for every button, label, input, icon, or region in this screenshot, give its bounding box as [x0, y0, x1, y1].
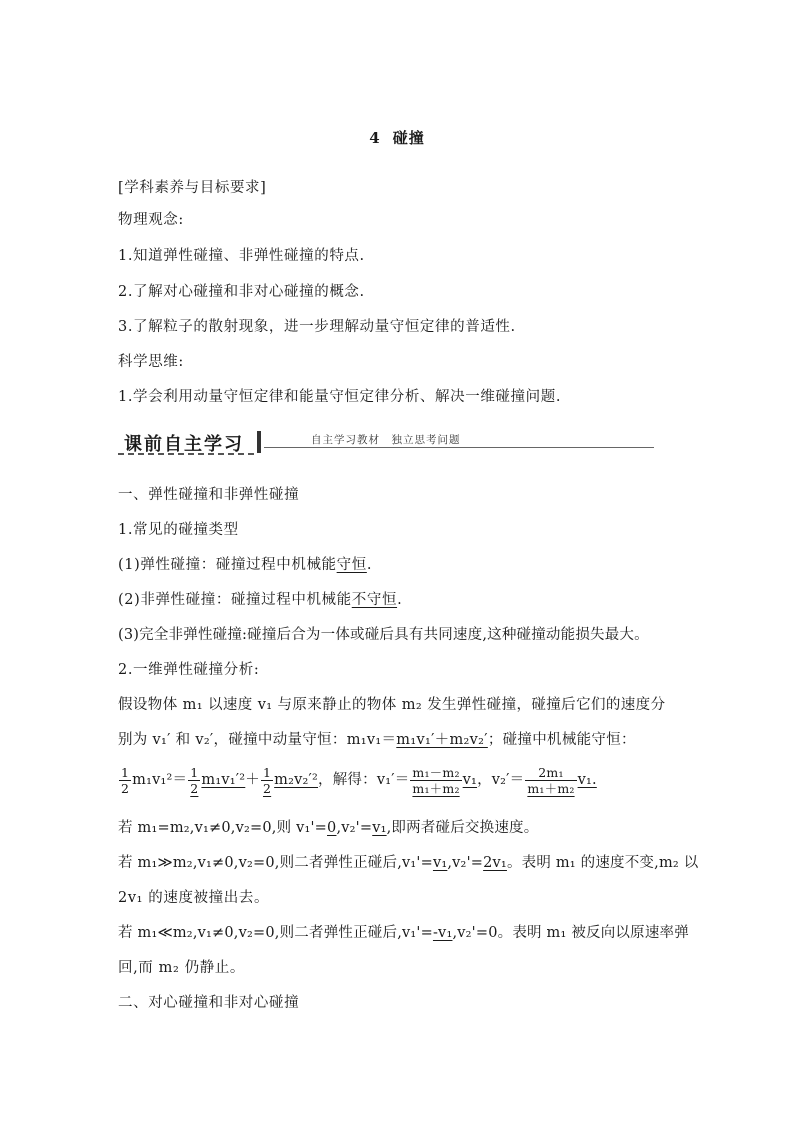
concept-item-1: 1.知道弹性碰撞、非弹性碰撞的特点. [118, 248, 365, 264]
title-text: 碰撞 [392, 129, 425, 147]
section1-sub1: 1.常见的碰撞类型 [118, 522, 239, 538]
half-denominator-3: 2 [262, 780, 272, 796]
banner-subtitle: 自主学习教材 独立思考问题 [311, 434, 461, 446]
type2-blank: 不守恒 [351, 592, 398, 608]
half-fraction-2 [188, 765, 200, 796]
energy-lhs: m₁v₁²＝ [132, 772, 188, 788]
para-b-suffix: ；碰撞中机械能守恒： [487, 732, 636, 748]
case2-suffix: 。表明 m₁ 的速度不变,m₂ 以 [506, 855, 699, 871]
type1-line [118, 555, 372, 575]
momentum-blank: m₁v₁′＋m₂v₂′ [396, 732, 488, 748]
case2-line [118, 853, 698, 873]
energy-equation-line [118, 758, 597, 802]
case2-line2: 2v₁ 的速度被撞出去。 [118, 890, 270, 906]
banner-title-box [118, 429, 256, 453]
para-line-a: 假设物体 m₁ 以速度 v₁ 与原来静止的物体 m₂ 发生弹性碰撞，碰撞后它们的速度分 [118, 697, 666, 713]
type1-prefix: (1)弹性碰撞：碰撞过程中机械能 [118, 557, 337, 573]
case3-prefix: 若 m₁≪m₂,v₁≠0,v₂=0,则二者弹性正碰后,v₁'= [118, 925, 433, 941]
page-title [0, 127, 794, 148]
case2-blank1: v₁ [432, 855, 448, 871]
half-denominator-2: 2 [190, 780, 199, 796]
v1-denominator: m₁＋m₂ [412, 780, 460, 796]
half-numerator-3: 1 [262, 764, 272, 780]
banner-divider-bar [257, 431, 261, 453]
para-b-prefix: 别为 v₁′ 和 v₂′，碰撞中动量守恒：m₁v₁＝ [118, 732, 397, 748]
v1-fraction [410, 765, 461, 796]
thinking-item-1: 1.学会利用动量守恒定律和能量守恒定律分析、解决一维碰撞问题. [118, 389, 562, 405]
energy-plus: ＋ [245, 772, 260, 788]
v2-label: ，v₂′＝ [477, 772, 525, 788]
banner-title: 课前自主学习 [124, 434, 244, 455]
section1-heading: 一、弹性碰撞和非弹性碰撞 [118, 487, 300, 503]
energy-blank-1: m₁v₁′² [201, 772, 246, 788]
concept-item-2: 2.了解对心碰撞和非对心碰撞的概念. [118, 284, 365, 300]
type2-line [118, 590, 402, 610]
case1-suffix: ,即两者碰后交换速度。 [386, 820, 539, 836]
concept-item-3: 3.了解粒子的散射现象，进一步理解动量守恒定律的普适性. [118, 319, 516, 335]
case3-line [118, 923, 689, 943]
type1-blank: 守恒 [336, 557, 367, 573]
case1-line [118, 818, 538, 838]
v2-numerator: 2m₁ [525, 765, 576, 781]
banner-dashed-underline [118, 453, 254, 455]
energy-blank-2: m₂v₂′² [274, 772, 319, 788]
title-number: 4 [369, 129, 381, 147]
case2-mid: ,v₂'= [447, 855, 484, 871]
case2-blank2: 2v₁ [483, 855, 507, 871]
case3-blank: -v₁ [432, 925, 453, 941]
type3-line: (3)完全非弹性碰撞:碰撞后合为一体或碰后具有共同速度,这种碰撞动能损失最大。 [118, 627, 649, 643]
case3-line2: 回,而 m₂ 仍静止。 [118, 960, 245, 976]
section-banner [118, 429, 654, 455]
case1-blank1: 0 [327, 820, 337, 836]
case1-blank2: v₁ [372, 820, 387, 836]
v1-tail: v₁ [462, 772, 478, 788]
concept-label: 物理观念: [118, 212, 184, 228]
half-fraction-3 [261, 765, 273, 796]
half-numerator: 1 [121, 764, 130, 780]
v2-tail: v₁. [577, 772, 597, 788]
case1-mid: ,v₂'= [336, 820, 373, 836]
section1-sub2: 2.一维弹性碰撞分析: [118, 662, 260, 678]
v2-denominator: m₁＋m₂ [527, 780, 575, 796]
para-line-b [118, 730, 636, 750]
case1-prefix: 若 m₁=m₂,v₁≠0,v₂=0,则 v₁'= [118, 820, 328, 836]
case2-prefix: 若 m₁≫m₂,v₁≠0,v₂=0,则二者弹性正碰后,v₁'= [118, 855, 433, 871]
section2-heading: 二、对心碰撞和非对心碰撞 [118, 995, 300, 1011]
half-denominator: 2 [121, 780, 130, 796]
type1-suffix: . [366, 557, 373, 573]
v2-fraction [525, 765, 576, 796]
case3-suffix: ,v₂'=0。表明 m₁ 被反向以原速率弹 [452, 925, 689, 941]
type2-suffix: . [397, 592, 403, 608]
solve-label: ，解得：v₁′＝ [318, 772, 410, 788]
half-fraction [119, 765, 131, 796]
banner-rule [264, 447, 654, 448]
goals-heading: [学科素养与目标要求] [118, 180, 267, 196]
v1-numerator: m₁－m₂ [412, 764, 460, 780]
type2-prefix: (2)非弹性碰撞：碰撞过程中机械能 [118, 592, 352, 608]
half-numerator-2: 1 [190, 764, 199, 780]
thinking-label: 科学思维: [118, 354, 184, 370]
